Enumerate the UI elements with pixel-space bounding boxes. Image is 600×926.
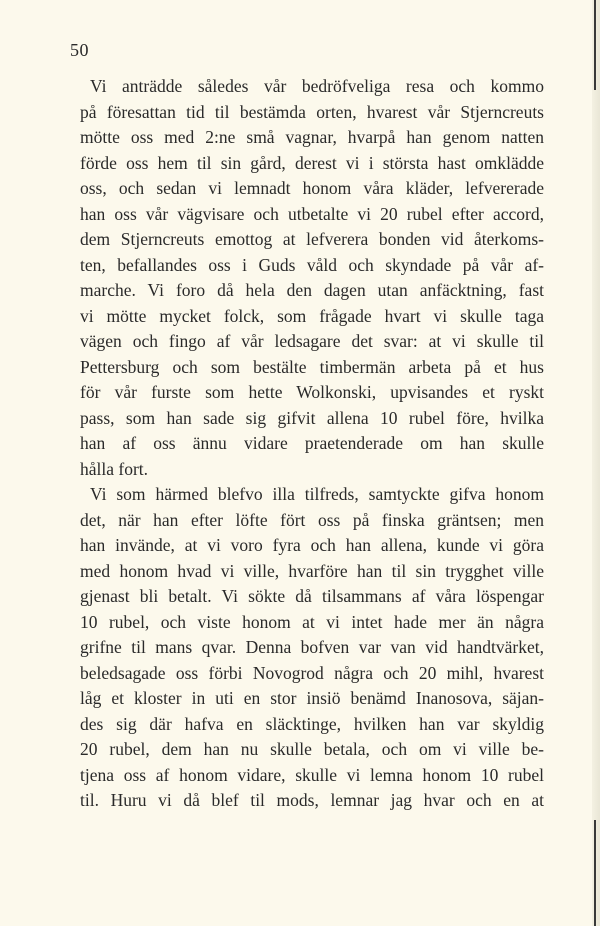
text-line: Vi som härmed blefvo illa tilfreds, samtyckte gifva honom: [90, 484, 544, 504]
text-line: mötte oss med 2:ne små vagnar, hvarpå han genom natten: [80, 127, 544, 147]
text-line: 20 rubel, dem han nu skulle betala, och om vi ville be-: [80, 739, 544, 759]
text-line: pass, som han sade sig gifvit allena 10 rubel före, hvilka: [80, 407, 544, 428]
text-line: gjenast bli betalt. Vi sökte då tilsammans af våra löspengar: [80, 586, 544, 606]
page-edge: [592, 0, 600, 926]
text-line: tjena oss af honom vidare, skulle vi lemna honom 10 rubel: [80, 764, 544, 785]
text-line: det, när han efter löfte fört oss på finska gräntsen; men: [80, 509, 544, 530]
text-line: oss, och sedan vi lemnadt honom våra kläder, lefvererade: [80, 178, 544, 198]
text-line: des sig där hafva en släcktinge, hvilken han var skyldig: [80, 713, 544, 734]
page-number: 50: [70, 40, 89, 60]
text-line: han oss vår vägvisare och utbetalte vi 20 rubel efter accord,: [80, 203, 544, 224]
text-line: han invände, at vi voro fyra och han allena, kunde vi göra: [80, 535, 544, 555]
text-line: Pettersburg och som bestälte timbermän arbeta på et hus: [80, 356, 544, 377]
text-line: på föresattan tid til bestämda orten, hvarest vår Stjerncreuts: [80, 101, 544, 122]
edge-mark: [594, 820, 596, 926]
text-line: Vi anträdde således vår bedröfveliga resa och kommo: [90, 76, 544, 96]
text-line: för vår furste som hette Wolkonski, upvisandes et ryskt: [80, 382, 544, 402]
body-text: [80, 74, 544, 814]
text-line: beledsagade oss förbi Novogrod några och 20 mihl, hvarest: [80, 662, 544, 683]
text-line: til. Huru vi då blef til mods, lemnar jag hvar och en at: [80, 790, 544, 810]
text-line: hålla fort.: [80, 458, 149, 479]
text-line: grifne til mans qvar. Denna bofven var van vid handtvärket,: [80, 637, 544, 657]
edge-mark: [594, 0, 596, 90]
text-line: låg et kloster in uti en stor insiö benämd Inanosova, säjan-: [80, 688, 544, 708]
text-line: dem Stjerncreuts emottog at lefverera bonden vid återkoms-: [80, 229, 544, 249]
text-line: med honom hvad vi ville, hvarföre han til sin trygghet ville: [80, 560, 544, 581]
text-line: ten, befallandes oss i Guds våld och skyndade på vår af-: [80, 254, 544, 275]
text-line: 10 rubel, och viste honom at vi intet hade mer än några: [80, 611, 544, 632]
text-line: marche. Vi foro då hela den dagen utan anfäcktning, fast: [80, 280, 544, 300]
text-line: han af oss ännu vidare praetenderade om han skulle: [80, 433, 544, 453]
text-line: vägen och fingo af vår ledsagare det svar: at vi skulle til: [80, 331, 544, 351]
text-line: vi mötte mycket folck, som frågade hvart vi skulle taga: [80, 305, 544, 326]
text-line: förde oss hem til sin gård, derest vi i största hast omklädde: [80, 152, 544, 173]
